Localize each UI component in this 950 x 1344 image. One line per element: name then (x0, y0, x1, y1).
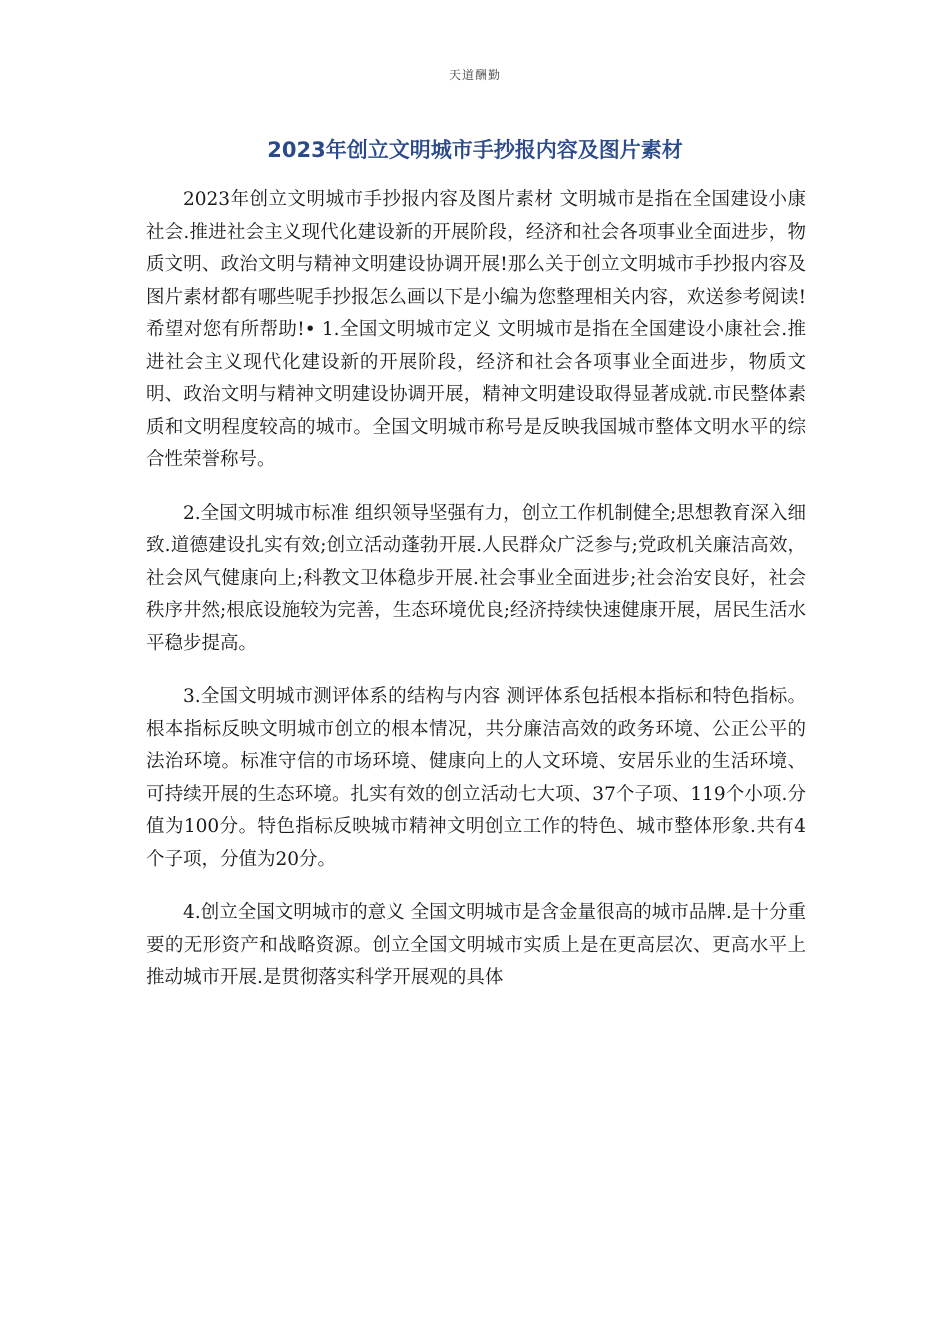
document-body (146, 184, 806, 1016)
paragraph-evaluation-system: 3.全国文明城市测评体系的结构与内容 测评体系包括根本指标和特色指标。根本指标反映文明城市创立的根本情况，共分廉洁高效的政务环境、公正公平的法治环境。标准守信的市场环境、健康向上的人文环境、安居乐业的生活环境、可持续开展的生态环境。扎实有效的创立活动七大项、37个子项、119个小项.分值为100分。特色指标反映城市精神文明创立工作的特色、城市整体形象.共有4个子项，分值为20分。 (146, 686, 806, 870)
header-mark: 天道酬勤 (448, 68, 501, 82)
paragraph-significance: 4.创立全国文明城市的意义 全国文明城市是含金量很高的城市品牌.是十分重要的无形资产和战略资源。创立全国文明城市实质上是在更高层次、更高水平上推动城市开展.是贯彻落实科学开展观的具体 (146, 902, 806, 988)
paragraph-intro: 2023年创立文明城市手抄报内容及图片素材 文明城市是指在全国建设小康社会.推进社会主义现代化建设新的开展阶段，经济和社会各项事业全面进步，物质文明、政治文明与精神文明建设协调开展!那么关于创立文明城市手抄报内容及图片素材都有哪些呢手抄报怎么画以下是小编为您整理相关内容，欢送参考阅读!希望对您有所帮助!• 1.全国文明城市定义 文明城市是指在全国建设小康社会.推进社会主义现代化建设新的开展阶段，经济和社会各项事业全面进步，物质文明、政治文明与精神文明建设协调开展，精神文明建设取得显著成就.市民整体素质和文明程度较高的城市。全国文明城市称号是反映我国城市整体文明水平的综合性荣誉称号。 (146, 189, 807, 470)
page-title: 2023年创立文明城市手抄报内容及图片素材 (267, 138, 683, 162)
paragraph-standards: 2.全国文明城市标准 组织领导坚强有力，创立工作机制健全;思想教育深入细致.道德建设扎实有效;创立活动蓬勃开展.人民群众广泛参与;党政机关廉洁高效，社会风气健康向上;科教文卫体稳步开展.社会事业全面进步;社会治安良好，社会秩序井然;根底设施较为完善，生态环境优良;经济持续快速健康开展，居民生活水平稳步提高。 (146, 502, 806, 654)
